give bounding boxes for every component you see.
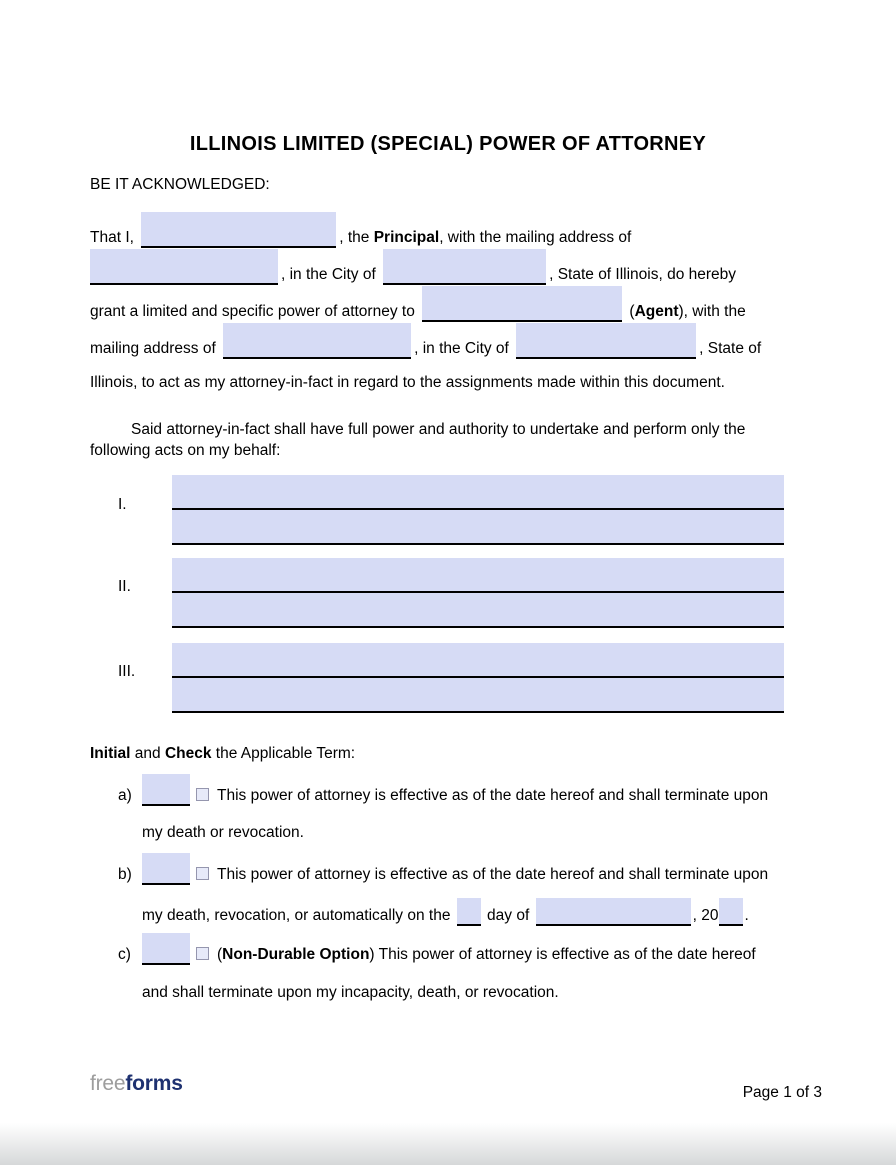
term-b-text-line-2-year: , 20 [692,907,719,924]
act-1-group [172,475,784,545]
term-c-checkbox[interactable] [196,947,209,960]
act-3-numeral: III. [118,663,136,680]
term-b-row [118,853,768,885]
act-1-numeral: I. [118,496,127,513]
logo-forms-text: forms [125,1072,183,1095]
principal-city-field[interactable] [383,249,546,285]
term-c-row [118,933,756,965]
terms-heading [90,744,355,764]
logo-free-text: free [90,1072,126,1095]
agent-city-field[interactable] [516,323,696,359]
clause-line-4-text-pre: mailing address of [90,340,221,357]
intro-heading: BE IT ACKNOWLEDGED: [90,176,270,193]
clause-line-5: Illinois, to act as my attorney-in-fact in regard to the assignments made within this document. [90,374,725,391]
clause-line-3-text-pre: grant a limited and specific power of attorney to [90,303,420,320]
clause-line-3 [90,286,746,322]
clause-line-3-text-mid: ( [625,303,635,320]
page-indicator: Page 1 of 3 [742,1084,822,1101]
agent-address-field[interactable] [223,323,411,359]
principal-address-field[interactable] [90,249,278,285]
agent-name-field[interactable] [422,286,622,322]
term-b-text-line-2-pre: my death, revocation, or automatically on the [142,907,455,924]
principal-label: Principal [373,229,440,246]
principal-name-field[interactable] [141,212,336,248]
term-a-row [118,774,768,806]
act-1-line-1-field[interactable] [172,475,784,510]
powers-intro-line-2: following acts on my behalf: [90,442,281,459]
term-b-initial-field[interactable] [142,853,190,885]
term-b-text-line-2-mid: day of [482,907,534,924]
clause-line-4-text-mid: , in the City of [414,340,514,357]
term-a-label: a) [118,787,132,804]
term-b-checkbox[interactable] [196,867,209,880]
term-b-text-line-2 [142,898,749,926]
act-3-line-2-field[interactable] [172,678,784,713]
term-c-text-line-1-pre: ( [217,946,223,963]
act-2-line-2-field[interactable] [172,593,784,628]
clause-line-1-text-mid: , the [339,229,374,246]
act-2-line-1-field[interactable] [172,558,784,593]
term-b-text-line-2-end: . [744,907,749,924]
terms-heading-initial: Initial [90,745,131,762]
clause-line-4 [90,323,761,359]
clause-line-2-text-mid: , in the City of [281,266,381,283]
day-field[interactable] [457,898,481,926]
act-3-line-1-field[interactable] [172,643,784,678]
terms-heading-and: and [130,745,165,762]
month-field[interactable] [536,898,691,926]
term-b-label: b) [118,866,132,883]
clause-line-3-text-post: ), with the [678,303,746,320]
clause-line-4-text-post: , State of [699,340,762,357]
clause-line-2-text-post: , State of Illinois, do hereby [549,266,737,283]
terms-heading-rest: the Applicable Term: [211,745,356,762]
act-3-group [172,643,784,713]
term-a-text-line-2: my death or revocation. [142,824,304,841]
term-c-label: c) [118,946,131,963]
act-2-group [172,558,784,628]
term-a-checkbox[interactable] [196,788,209,801]
powers-intro-line-1: Said attorney-in-fact shall have full power and authority to undertake and perform only the [131,421,746,438]
agent-label: Agent [634,303,679,320]
year-field[interactable] [719,898,743,926]
term-c-text-line-1-post: ) This power of attorney is effective as of the date hereof [369,946,756,963]
page-bottom-shade [0,1123,896,1165]
term-c-initial-field[interactable] [142,933,190,965]
term-c-text-line-2: and shall terminate upon my incapacity, death, or revocation. [142,984,559,1001]
clause-line-1 [90,212,631,248]
act-1-line-2-field[interactable] [172,510,784,545]
terms-heading-check: Check [164,745,212,762]
act-2-numeral: II. [118,578,131,595]
clause-line-1-text-post: , with the mailing address of [439,229,632,246]
non-durable-option-label: Non-Durable Option [222,946,370,963]
term-a-text-line-1: This power of attorney is effective as of the date hereof and shall terminate upon [217,787,769,804]
document-title: ILLINOIS LIMITED (SPECIAL) POWER OF ATTORNEY [189,133,707,155]
term-a-initial-field[interactable] [142,774,190,806]
clause-line-2 [90,249,736,285]
freeforms-logo [90,1072,183,1096]
clause-line-1-text-pre: That I, [90,229,139,246]
term-b-text-line-1: This power of attorney is effective as of the date hereof and shall terminate upon [217,866,769,883]
